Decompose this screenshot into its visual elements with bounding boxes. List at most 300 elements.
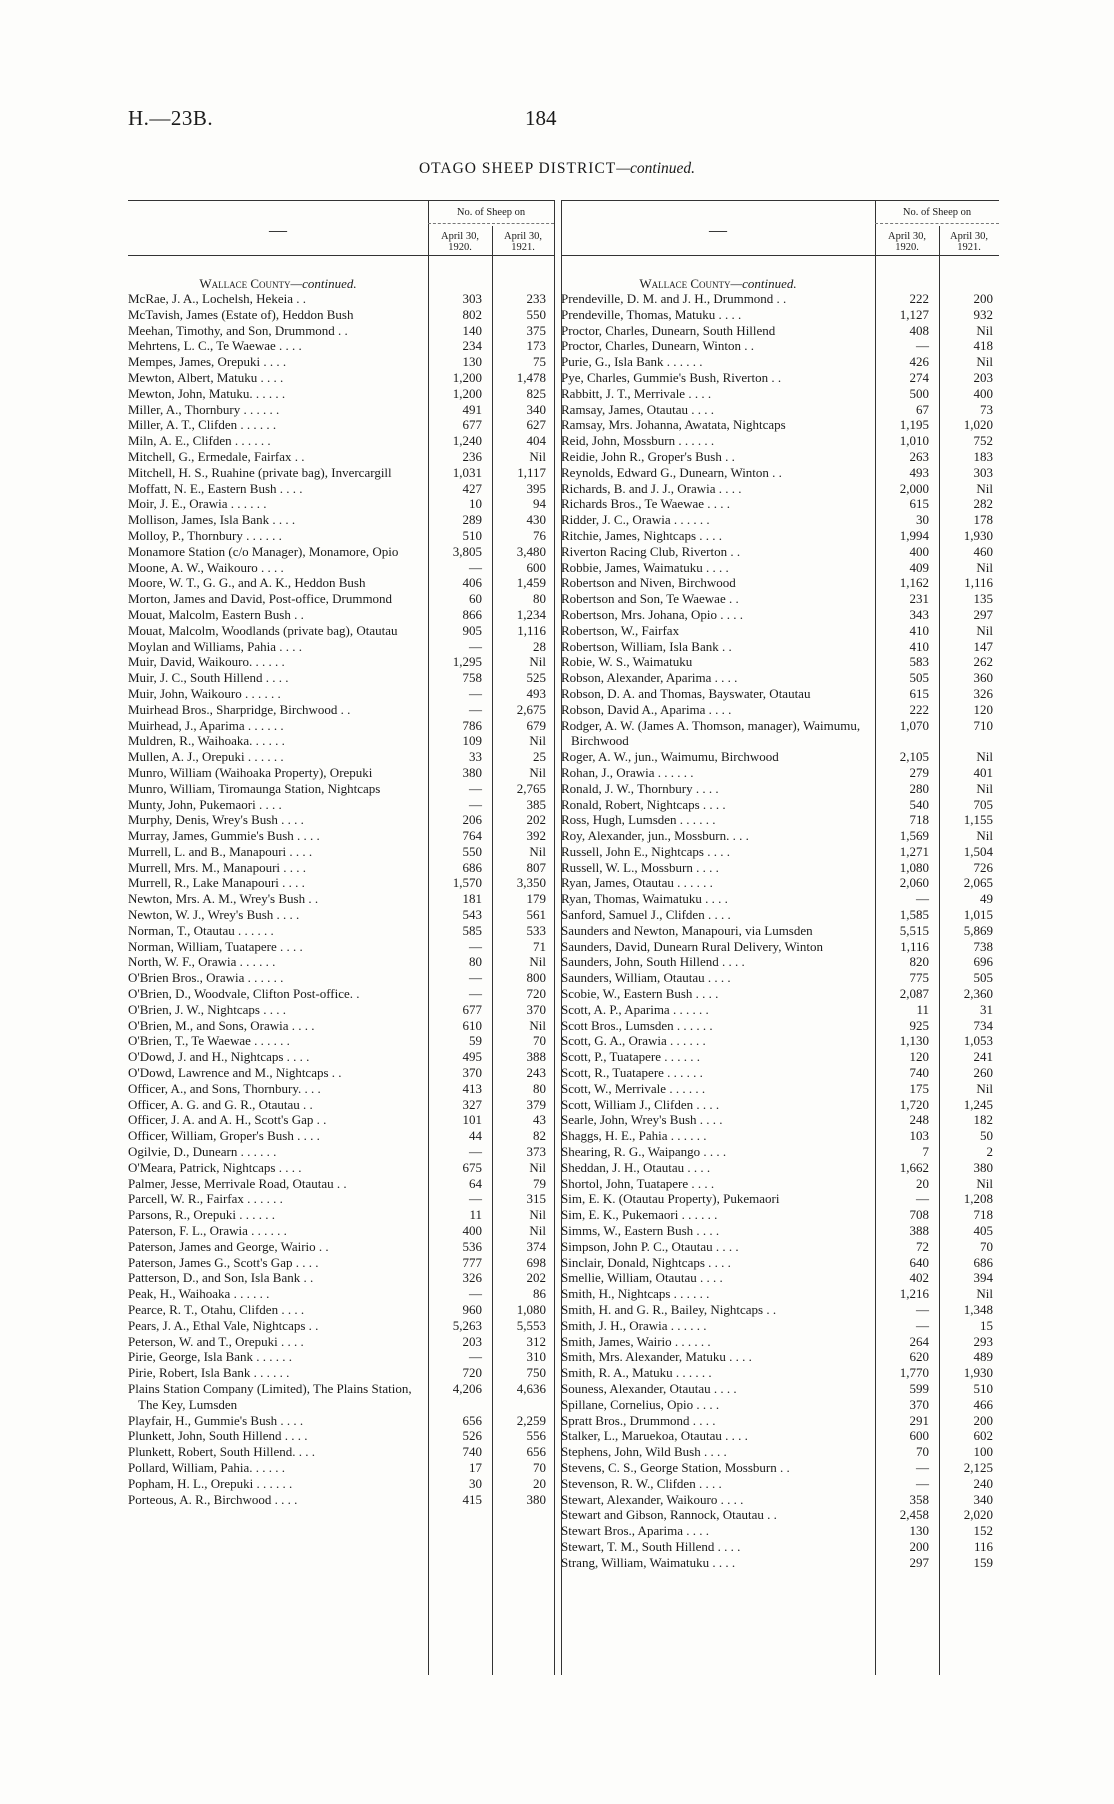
- sheep-1921-value: Nil: [976, 1175, 993, 1191]
- table-row: [128, 323, 554, 339]
- sheep-1920-value: 200: [909, 1538, 929, 1554]
- sheep-1920-value: —: [916, 1317, 929, 1333]
- entry-name: Smith, R. A., Matuku . . . . . .: [561, 1365, 712, 1381]
- sheep-1921-value: 401: [973, 764, 993, 780]
- sheep-1921-value: 25: [533, 749, 546, 765]
- sheep-1920-value: 1,240: [452, 433, 482, 449]
- sheep-1920-value: 2,060: [899, 875, 929, 891]
- entry-name: Smith, Mrs. Alexander, Matuku . . . .: [561, 1349, 752, 1365]
- entry-name: O'Brien, D., Woodvale, Clifton Post-office. .: [128, 986, 360, 1002]
- sheep-1921-value: 2,765: [516, 780, 546, 796]
- sheep-1920-value: 925: [909, 1017, 929, 1033]
- table-row: [128, 1002, 554, 1018]
- entry-name: Paterson, James G., Scott's Gap . . . .: [128, 1254, 319, 1270]
- entry-name: Robbie, James, Waimatuku . . . .: [561, 559, 729, 575]
- entry-name: Pollard, William, Pahia. . . . . .: [128, 1459, 286, 1475]
- entry-name: Scott Bros., Lumsden . . . . . .: [561, 1017, 713, 1033]
- sheep-1920-value: 30: [916, 512, 929, 528]
- entry-name: Shaggs, H. E., Pahia . . . . . .: [561, 1128, 707, 1144]
- entry-name: Sheddan, J. H., Otautau . . . .: [561, 1159, 711, 1175]
- entry-name: Saunders and Newton, Manapouri, via Lumsden: [561, 922, 813, 938]
- sheep-1920-value: 409: [909, 559, 929, 575]
- sheep-1920-value: —: [469, 970, 482, 986]
- table-row: [128, 718, 554, 734]
- sheep-1921-value: 710: [973, 717, 993, 733]
- table-row: [561, 370, 999, 386]
- sheep-1921-value: 418: [973, 338, 993, 354]
- sheep-1921-value: 388: [526, 1049, 546, 1065]
- sheep-1921-value: 404: [526, 433, 546, 449]
- sheep-1920-value: —: [469, 559, 482, 575]
- sheep-1920-value: 543: [462, 907, 482, 923]
- sheep-1921-value: 493: [526, 685, 546, 701]
- sheep-1920-value: 505: [909, 670, 929, 686]
- entry-name: Rabbitt, J. T., Merrivale . . . .: [561, 385, 712, 401]
- sheep-1920-value: 326: [462, 1270, 482, 1286]
- sheep-1921-value: 282: [973, 496, 993, 512]
- table-row: [561, 923, 999, 939]
- entry-name: Russell, John E., Nightcaps . . . .: [561, 843, 730, 859]
- entry-name: Pears, J. A., Ethal Vale, Nightcaps . .: [128, 1317, 319, 1333]
- table-row: [561, 702, 999, 718]
- table-row: [561, 1018, 999, 1034]
- entry-name: Miln, A. E., Clifden . . . . . .: [128, 433, 271, 449]
- entry-name: Reynolds, Edward G., Dunearn, Winton . .: [561, 464, 782, 480]
- sheep-1921-value: 375: [526, 322, 546, 338]
- table-row: [128, 1381, 554, 1413]
- table-row: [128, 970, 554, 986]
- sheep-1920-value: 427: [462, 480, 482, 496]
- sheep-1920-value: 802: [462, 306, 482, 322]
- sheep-1921-value: 5,869: [963, 922, 993, 938]
- table-row: [561, 781, 999, 797]
- sheep-1920-value: 203: [462, 1333, 482, 1349]
- table-row: [561, 465, 999, 481]
- sheep-1920-value: 60: [469, 591, 482, 607]
- sheep-1921-value: 405: [973, 1223, 993, 1239]
- sheep-1920-value: 64: [469, 1175, 482, 1191]
- sheep-1921-value: 1,116: [964, 575, 993, 591]
- sheep-1920-value: 600: [909, 1428, 929, 1444]
- sheep-1921-value: 932: [973, 306, 993, 322]
- table-row: [128, 670, 554, 686]
- table-row: [128, 417, 554, 433]
- table-row: [561, 812, 999, 828]
- table-row: [561, 1144, 999, 1160]
- table-row: [128, 844, 554, 860]
- entry-name: Monamore Station (c/o Manager), Monamore, Opio: [128, 543, 399, 559]
- entry-name: Pirie, Robert, Isla Bank . . . . . .: [128, 1365, 290, 1381]
- sheep-1920-value: 400: [462, 1223, 482, 1239]
- sheep-1920-value: 1,770: [899, 1365, 929, 1381]
- sheep-1920-value: 540: [909, 796, 929, 812]
- table-row: [561, 828, 999, 844]
- sheep-1920-value: 495: [462, 1049, 482, 1065]
- table-row: [128, 1460, 554, 1476]
- page-title: [0, 160, 1114, 178]
- table-row: [128, 781, 554, 797]
- sheep-1921-value: 200: [973, 1412, 993, 1428]
- sheep-1920-value: 274: [909, 369, 929, 385]
- sheep-1921-value: 80: [533, 1080, 546, 1096]
- sheep-1920-value: 380: [462, 764, 482, 780]
- entry-name: Robertson, W., Fairfax: [561, 622, 680, 638]
- sheep-1920-value: 677: [462, 417, 482, 433]
- sheep-1920-value: 775: [909, 970, 929, 986]
- sheep-1921-value: 70: [980, 1238, 993, 1254]
- entry-name: Robie, W. S., Waimatuku: [561, 654, 693, 670]
- entry-name: Riverton Racing Club, Riverton . .: [561, 543, 741, 559]
- entry-name: Plunkett, Robert, South Hillend. . . .: [128, 1444, 316, 1460]
- sheep-1920-value: —: [469, 938, 482, 954]
- sheep-1921-value: 43: [533, 1112, 546, 1128]
- sheep-1920-value: —: [469, 796, 482, 812]
- sheep-1921-value: 3,350: [516, 875, 546, 891]
- sheep-1921-value: 392: [526, 828, 546, 844]
- sheep-1921-value: 31: [980, 1001, 993, 1017]
- sheep-1921-value: 627: [526, 417, 546, 433]
- sheep-1921-value: 179: [526, 891, 546, 907]
- sheep-1921-value: Nil: [529, 733, 546, 749]
- entry-name: Robertson and Son, Te Waewae . .: [561, 591, 739, 607]
- entry-name: Smith, J. H., Orawia . . . . . .: [561, 1317, 707, 1333]
- sheep-1920-value: 280: [909, 780, 929, 796]
- entry-name: Stewart, T. M., South Hillend . . . .: [561, 1538, 741, 1554]
- entry-name: Sim, E. K., Pukemaori . . . . . .: [561, 1207, 718, 1223]
- sheep-1921-value: 15: [980, 1317, 993, 1333]
- sheep-1921-value: 2: [986, 1144, 993, 1160]
- table-row: [128, 749, 554, 765]
- entry-name: Sim, E. K. (Otautau Property), Pukemaori: [561, 1191, 780, 1207]
- col-1920-header: April 30, 1920.: [888, 231, 926, 253]
- table-row: [128, 828, 554, 844]
- sheep-1921-value: Nil: [529, 1017, 546, 1033]
- entry-name: Stephens, John, Wild Bush . . . .: [561, 1444, 727, 1460]
- entry-name: Popham, H. L., Orepuki . . . . . .: [128, 1475, 293, 1491]
- sheep-1921-value: Nil: [529, 954, 546, 970]
- entry-name: Moone, A. W., Waikouro . . . .: [128, 559, 284, 575]
- sheep-1921-value: 718: [973, 1207, 993, 1223]
- section-title: [128, 276, 428, 291]
- sheep-1920-value: 130: [909, 1523, 929, 1539]
- sheep-1921-value: 1,015: [963, 907, 993, 923]
- sheep-1921-value: 1,053: [963, 1033, 993, 1049]
- table-row: [128, 733, 554, 749]
- entry-name: Murrell, L. and B., Manapouri . . . .: [128, 843, 313, 859]
- header-sub-rule: [428, 223, 554, 224]
- entry-name: Plunkett, John, South Hillend . . . .: [128, 1428, 308, 1444]
- entry-name: Officer, A. G. and G. R., Otautau . .: [128, 1096, 313, 1112]
- sheep-1920-value: 343: [909, 606, 929, 622]
- sheep-1921-value: 326: [973, 685, 993, 701]
- table-row: [128, 1302, 554, 1318]
- sheep-1920-value: 550: [462, 843, 482, 859]
- entry-name: Mewton, Albert, Matuku . . . .: [128, 369, 284, 385]
- sheep-1920-value: 1,080: [899, 859, 929, 875]
- sheep-1921-value: 28: [533, 638, 546, 654]
- table-row: [561, 323, 999, 339]
- sheep-1920-value: —: [916, 1302, 929, 1317]
- table-row: [128, 1112, 554, 1128]
- sheep-1921-value: Nil: [976, 1080, 993, 1096]
- table-row: [128, 1318, 554, 1334]
- entry-name: Rohan, J., Orawia . . . . . .: [561, 764, 694, 780]
- table-row: [128, 812, 554, 828]
- table-row: [128, 1049, 554, 1065]
- table-row: [561, 496, 999, 512]
- sheep-1920-value: 303: [462, 291, 482, 306]
- sheep-1921-value: 1,348: [963, 1302, 993, 1317]
- table-row: [561, 907, 999, 923]
- entry-name: Murphy, Denis, Wrey's Bush . . . .: [128, 812, 304, 828]
- sheep-1920-value: 2,458: [899, 1507, 929, 1523]
- entry-name: Robertson, William, Isla Bank . .: [561, 638, 732, 654]
- sheep-1921-value: Nil: [976, 559, 993, 575]
- sheep-1921-value: 750: [526, 1365, 546, 1381]
- table-row: [561, 875, 999, 891]
- sheep-1921-value: 178: [973, 512, 993, 528]
- sheep-1920-value: 491: [462, 401, 482, 417]
- sheep-1920-value: 1,295: [452, 654, 482, 670]
- table-row: [128, 1365, 554, 1381]
- sheep-1921-value: 720: [526, 986, 546, 1002]
- sheep-1921-value: 1,020: [963, 417, 993, 433]
- table-row: [561, 765, 999, 781]
- table-row: [561, 844, 999, 860]
- sheep-1921-value: 1,245: [963, 1096, 993, 1112]
- sheep-1921-value: 800: [526, 970, 546, 986]
- sheep-1921-value: 100: [973, 1444, 993, 1460]
- sheep-1921-value: 75: [533, 354, 546, 370]
- name-column-header: —: [709, 220, 727, 240]
- table-row: [128, 1144, 554, 1160]
- entry-name: Searle, John, Wrey's Bush . . . .: [561, 1112, 723, 1128]
- sheep-1920-value: 67: [916, 401, 929, 417]
- table-row: [128, 607, 554, 623]
- sheep-1921-value: 460: [973, 543, 993, 559]
- table-row: [561, 433, 999, 449]
- table-row: [128, 386, 554, 402]
- table-row: [128, 1286, 554, 1302]
- sheep-1920-value: 610: [462, 1017, 482, 1033]
- entry-name: Playfair, H., Gummie's Bush . . . .: [128, 1412, 304, 1428]
- entry-name: O'Dowd, Lawrence and M., Nightcaps . .: [128, 1065, 342, 1081]
- table-row: [128, 354, 554, 370]
- sheep-1920-value: —: [469, 1286, 482, 1302]
- table-row: [128, 1097, 554, 1113]
- sheep-1921-value: 2,259: [516, 1412, 546, 1428]
- table-row: [561, 860, 999, 876]
- sheep-1920-value: —: [469, 1191, 482, 1207]
- sheep-1920-value: 656: [462, 1412, 482, 1428]
- sheep-1921-value: 297: [973, 606, 993, 622]
- table-row: [128, 1476, 554, 1492]
- table-row: [561, 1460, 999, 1476]
- sheep-1921-value: 79: [533, 1175, 546, 1191]
- entry-name: Plains Station Company (Limited), The Plains Station, The Key, Lumsden: [128, 1380, 412, 1412]
- sheep-1920-value: 2,087: [899, 986, 929, 1002]
- entry-name: Mouat, Malcolm, Woodlands (private bag), Otautau: [128, 622, 398, 638]
- sheep-1921-value: 2,675: [516, 701, 546, 717]
- entry-name: O'Brien, T., Te Waewae . . . . . .: [128, 1033, 290, 1049]
- header-sub-rule: [875, 223, 999, 224]
- table-row: [561, 718, 999, 750]
- entry-name: Pearce, R. T., Otahu, Clifden . . . .: [128, 1302, 305, 1317]
- sheep-1921-value: 49: [980, 891, 993, 907]
- entry-name: Meehan, Timothy, and Son, Drummond . .: [128, 322, 348, 338]
- sheep-1921-value: 310: [526, 1349, 546, 1365]
- sheep-1920-value: —: [916, 891, 929, 907]
- table-row: [128, 449, 554, 465]
- sheep-1921-value: 374: [526, 1238, 546, 1254]
- sheep-1921-value: 20: [533, 1475, 546, 1491]
- table-row: [128, 765, 554, 781]
- sheep-1921-value: 380: [973, 1159, 993, 1175]
- sheep-1921-value: 705: [973, 796, 993, 812]
- entry-name: Muldren, R., Waihoaka. . . . . .: [128, 733, 285, 749]
- sheep-1920-value: 206: [462, 812, 482, 828]
- table-row: [128, 307, 554, 323]
- sheep-1921-value: 340: [526, 401, 546, 417]
- sheep-1920-value: —: [469, 780, 482, 796]
- sheep-1921-value: 293: [973, 1333, 993, 1349]
- table-row: [128, 939, 554, 955]
- sheep-1920-value: 408: [909, 322, 929, 338]
- sheep-1920-value: 415: [462, 1491, 482, 1507]
- entry-name: Simms, W., Eastern Bush . . . .: [561, 1223, 720, 1239]
- sheep-1921-value: Nil: [976, 1286, 993, 1302]
- entry-name: Murrell, Mrs. M., Manapouri . . . .: [128, 859, 307, 875]
- table-row: [561, 544, 999, 560]
- entry-name: Peak, H., Waihoaka . . . . . .: [128, 1286, 270, 1302]
- sheep-1920-value: 720: [462, 1365, 482, 1381]
- table-row: [561, 338, 999, 354]
- sheep-1920-value: 410: [909, 622, 929, 638]
- sheep-1920-value: 640: [909, 1254, 929, 1270]
- entry-name: Peterson, W. and T., Orepuki . . . .: [128, 1333, 304, 1349]
- entry-name: Patterson, D., and Son, Isla Bank . .: [128, 1270, 314, 1286]
- table-row: [128, 986, 554, 1002]
- table-row: [128, 560, 554, 576]
- sheep-1920-value: 599: [909, 1380, 929, 1396]
- sheep-1920-value: 1,720: [899, 1096, 929, 1112]
- table-row: [561, 1081, 999, 1097]
- table-row: [128, 1207, 554, 1223]
- entry-name: Stalker, L., Maruekoa, Otautau . . . .: [561, 1428, 748, 1444]
- entry-name: Muirhead, J., Aparima . . . . . .: [128, 717, 284, 733]
- entry-name: Murray, James, Gummie's Bush . . . .: [128, 828, 320, 844]
- sheep-1921-value: 5,553: [516, 1317, 546, 1333]
- sheep-1921-value: 120: [973, 701, 993, 717]
- entry-name: Ross, Hugh, Lumsden . . . . . .: [561, 812, 716, 828]
- sheep-1920-value: 11: [916, 1001, 929, 1017]
- sheep-1920-value: 764: [462, 828, 482, 844]
- table-row: [128, 1223, 554, 1239]
- sheep-1921-value: 550: [526, 306, 546, 322]
- entry-name: Moir, J. E., Orawia . . . . . .: [128, 496, 267, 512]
- sheep-1920-value: 583: [909, 654, 929, 670]
- sheep-1921-value: 1,155: [963, 812, 993, 828]
- table-row: [561, 1128, 999, 1144]
- table-row: [561, 1428, 999, 1444]
- table-row: [128, 1081, 554, 1097]
- table-row: [561, 1381, 999, 1397]
- sheep-1921-value: 394: [973, 1270, 993, 1286]
- col-1920-header: April 30, 1920.: [441, 231, 479, 253]
- sheep-1921-value: 395: [526, 480, 546, 496]
- sheep-1920-value: 677: [462, 1001, 482, 1017]
- entry-name: Mitchell, H. S., Ruahine (private bag), Invercargill: [128, 464, 392, 480]
- sheep-1921-value: 159: [973, 1554, 993, 1570]
- sheep-1921-value: 86: [533, 1286, 546, 1302]
- entry-name: Richards, B. and J. J., Orawia . . . .: [561, 480, 742, 496]
- sheep-1921-value: Nil: [529, 1207, 546, 1223]
- table-row: [128, 496, 554, 512]
- document-reference: H.—23B.: [128, 106, 214, 130]
- entry-name: Robson, D. A. and Thomas, Bayswater, Otautau: [561, 685, 811, 701]
- sheep-1921-value: 510: [973, 1380, 993, 1396]
- header-bottom-rule: [128, 255, 554, 256]
- table-row: [561, 1444, 999, 1460]
- sheep-1920-value: 615: [909, 685, 929, 701]
- table-row: [128, 1349, 554, 1365]
- sheep-1921-value: 70: [533, 1033, 546, 1049]
- sheep-1920-value: 708: [909, 1207, 929, 1223]
- table-row: [128, 1334, 554, 1350]
- table-row: [128, 338, 554, 354]
- table-row: [561, 591, 999, 607]
- sheep-group-header: No. of Sheep on: [902, 207, 972, 218]
- table-top-rule: [128, 200, 554, 201]
- table-row: [561, 891, 999, 907]
- entry-name: Ronald, Robert, Nightcaps . . . .: [561, 796, 726, 812]
- table-row: [561, 386, 999, 402]
- entry-name: Officer, J. A. and A. H., Scott's Gap . .: [128, 1112, 327, 1128]
- table-row: [128, 1270, 554, 1286]
- table-row: [128, 402, 554, 418]
- entry-name: Stewart and Gibson, Rannock, Otautau . .: [561, 1507, 777, 1523]
- col-1921-header: April 30, 1921.: [950, 231, 988, 253]
- table-row: [128, 1128, 554, 1144]
- entry-name: Smellie, William, Otautau . . . .: [561, 1270, 723, 1286]
- sheep-1920-value: —: [469, 685, 482, 701]
- table-row: [128, 291, 554, 307]
- table-top-rule: [561, 200, 999, 201]
- sheep-1920-value: 615: [909, 496, 929, 512]
- sheep-1921-value: 373: [526, 1144, 546, 1160]
- entry-name: Ridder, J. C., Orawia . . . . . .: [561, 512, 710, 528]
- sheep-1920-value: 1,200: [452, 369, 482, 385]
- entry-name: Paterson, James and George, Wairio . .: [128, 1238, 329, 1254]
- table-row: [561, 970, 999, 986]
- table-row: [561, 307, 999, 323]
- left-table: [128, 200, 554, 1675]
- sheep-1921-value: 152: [973, 1523, 993, 1539]
- table-row: [128, 1191, 554, 1207]
- sheep-1921-value: 379: [526, 1096, 546, 1112]
- entry-name: Smith, H., Nightcaps . . . . . .: [561, 1286, 710, 1302]
- sheep-1921-value: 183: [973, 448, 993, 464]
- sheep-1920-value: 1,662: [899, 1159, 929, 1175]
- sheep-1920-value: 263: [909, 448, 929, 464]
- sheep-1921-value: 3,480: [516, 543, 546, 559]
- sheep-1921-value: 556: [526, 1428, 546, 1444]
- sheep-1921-value: 656: [526, 1444, 546, 1460]
- section-title: [561, 276, 875, 291]
- sheep-1921-value: 600: [526, 559, 546, 575]
- sheep-1920-value: 279: [909, 764, 929, 780]
- entry-name: Mullen, A. J., Orepuki . . . . . .: [128, 749, 284, 765]
